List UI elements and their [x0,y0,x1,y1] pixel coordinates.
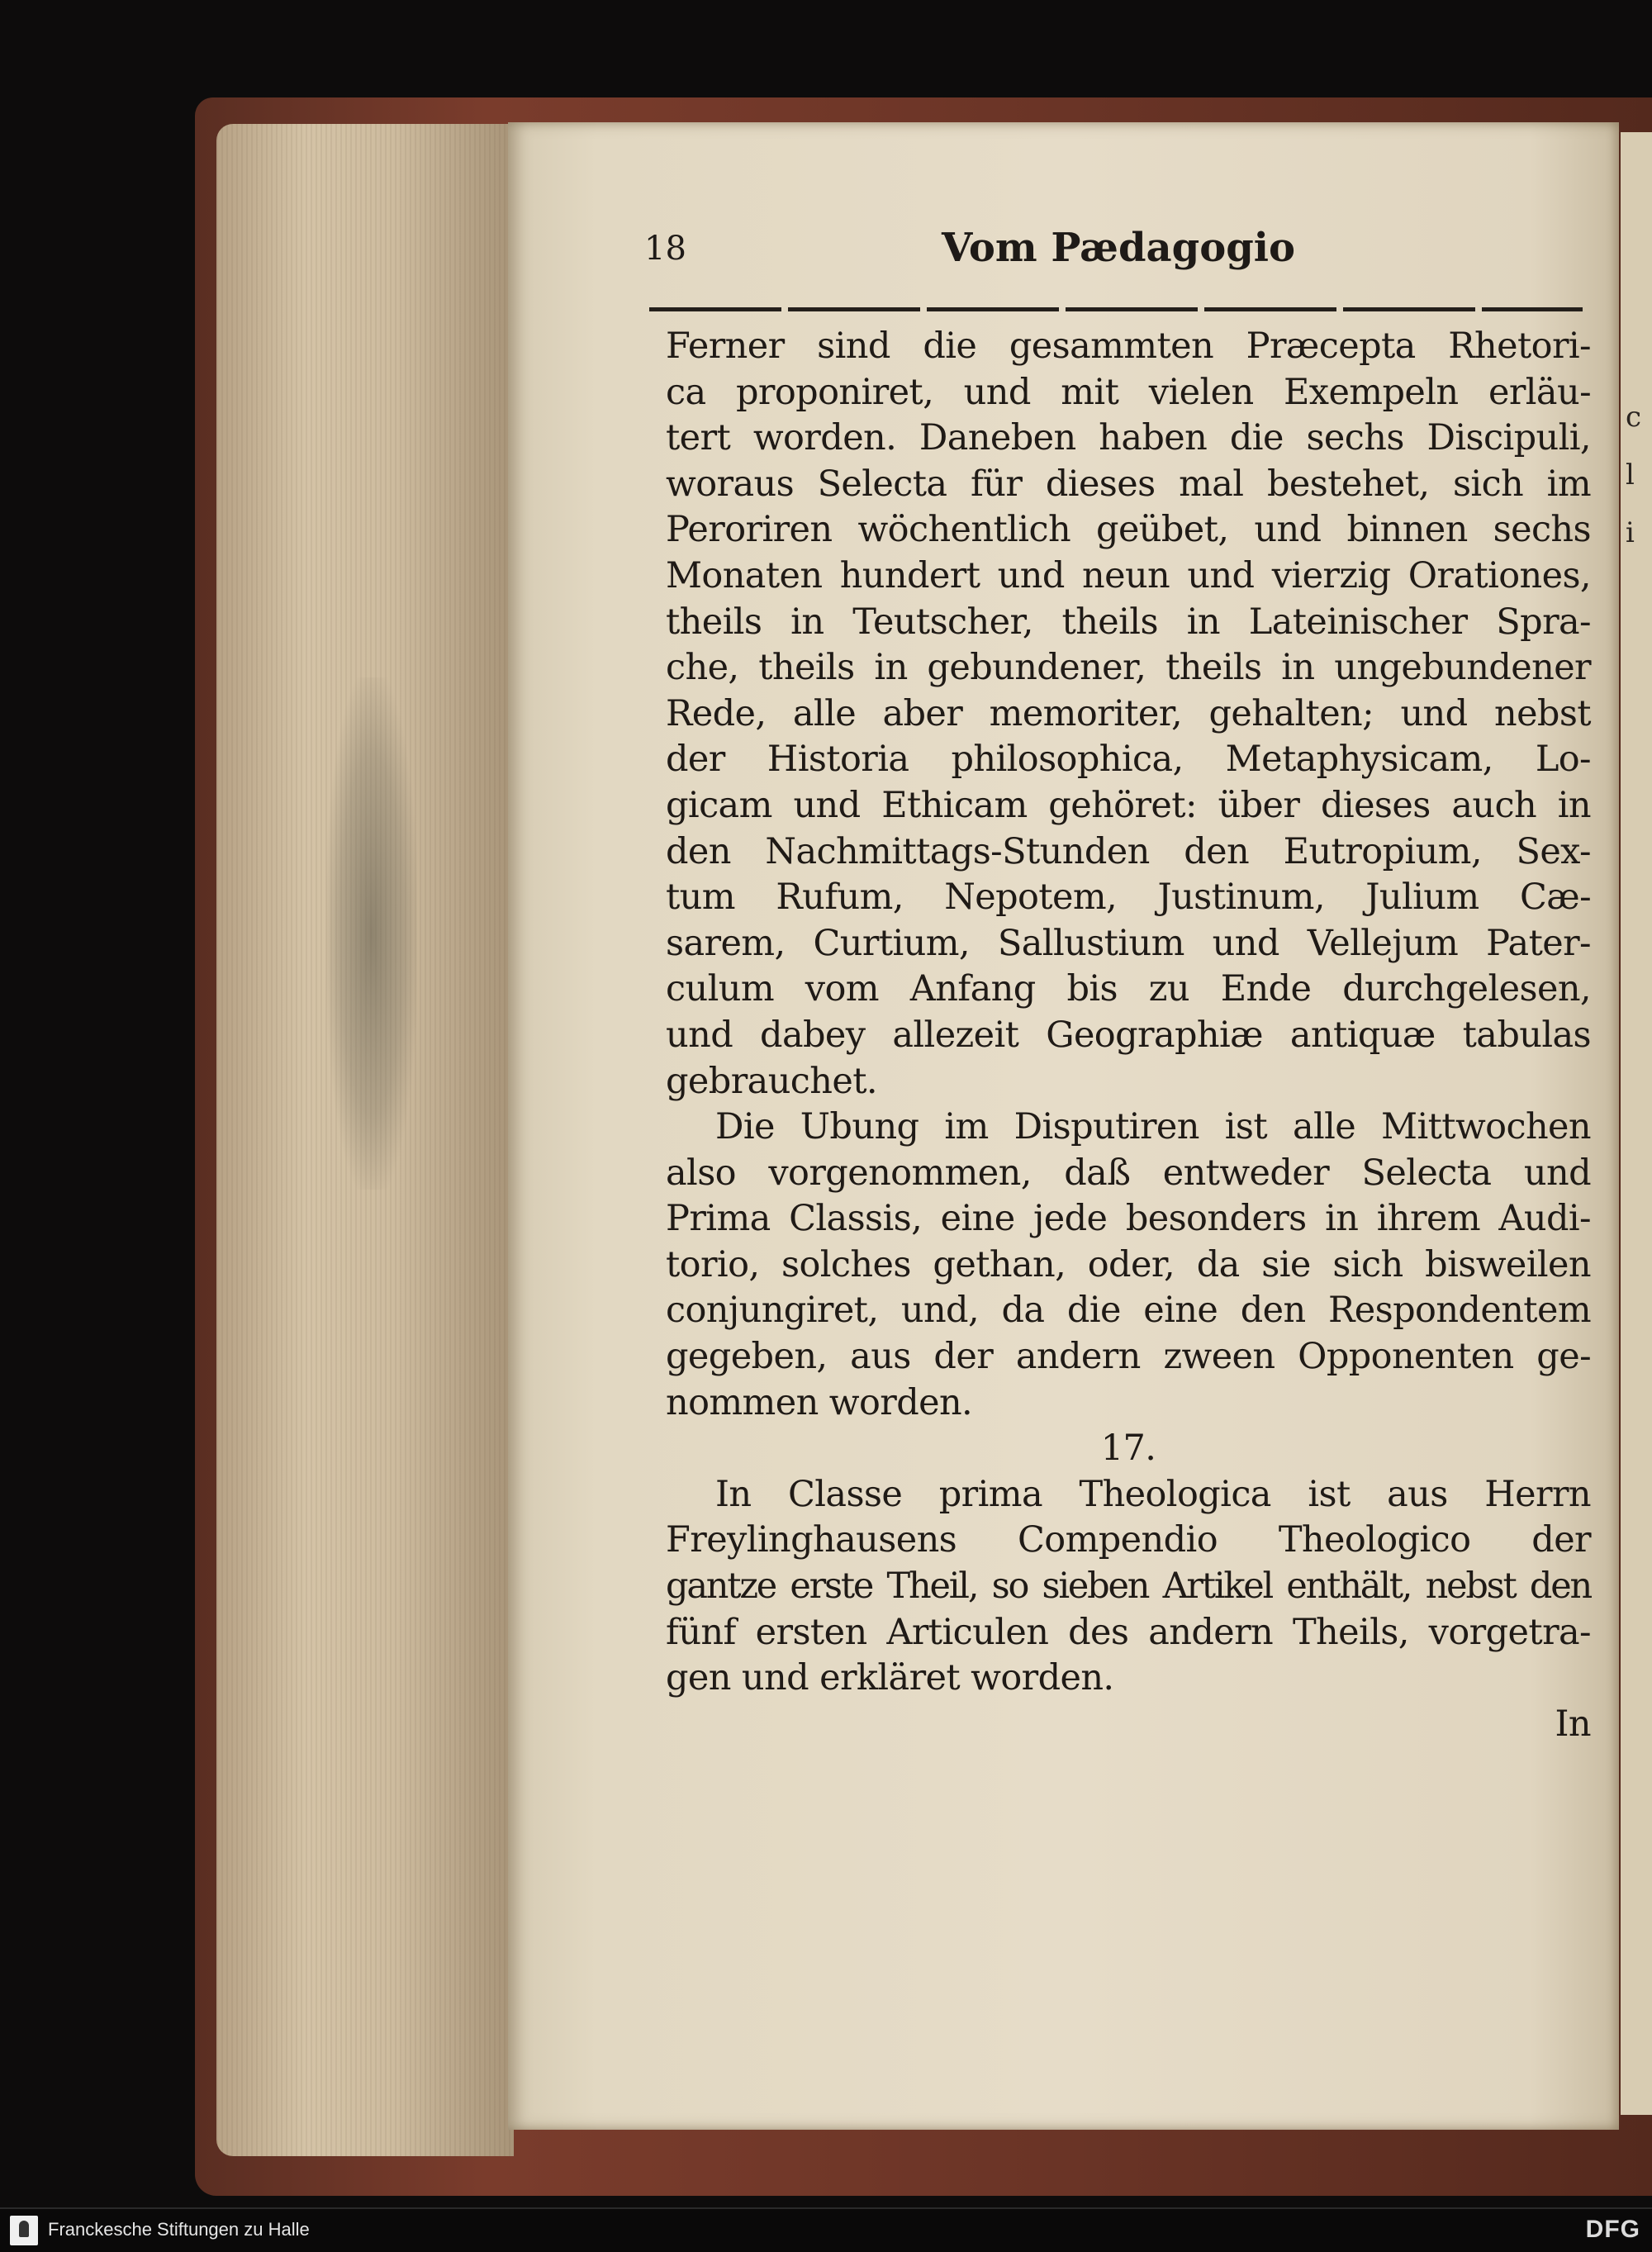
institution-logo-icon [10,2216,38,2245]
text-line: fünf ersten Articulen des andern Theils, vorgetra- [666,1611,1591,1653]
running-head: Vom Pædagogio [942,225,1296,271]
catchword: In [1555,1703,1591,1745]
text-line: conjungiret, und, da die eine den Respondentem [666,1290,1591,1332]
text-line: che, theils in gebundener, theils in ungebundener [666,647,1591,689]
text-line: nommen worden. [666,1381,973,1423]
text-line: gen und erkläret worden. [666,1657,1114,1699]
text-line: gebrauchet. [666,1060,877,1102]
text-line: Freylinghausens Compendio Theologico der [666,1519,1591,1561]
fragment-letter: l [1626,458,1635,492]
text-line: Ferner sind die gesammten Præcepta Rhetori- [666,325,1591,367]
section-number: 17. [1100,1428,1156,1470]
text-line: culum vom Anfang bis zu Ende durchgelesen, [666,968,1591,1010]
text-line: tum Rufum, Nepotem, Justinum, Julium Cæ- [666,877,1591,919]
institution-name: Franckesche Stiftungen zu Halle [48,2219,310,2240]
page-number: 18 [644,230,686,268]
text-line: Monaten hundert und neun und vierzig Orationes, [666,554,1591,596]
text-line: gicam und Ethicam gehöret: über dieses auch in [666,784,1591,826]
text-line: sarem, Curtium, Sallustium und Vellejum Pater- [666,922,1591,964]
text-line: Peroriren wöchentlich geübet, und binnen sechs [666,509,1591,551]
fragment-letter: i [1626,516,1635,549]
text-line: der Historia philosophica, Metaphysicam, Lo- [666,739,1591,781]
text-line: Rede, alle aber memoriter, gehalten; und nebst [666,692,1591,734]
text-line: Prima Classis, eine jede besonders in ihrem Audi- [666,1198,1591,1240]
text-line: tert worden. Daneben haben die sechs Discipuli, [666,417,1591,459]
body-text [666,324,1591,1747]
facing-page-fragment [1626,388,1650,562]
text-line: den Nachmittags-Stunden den Eutropium, Sex- [666,830,1591,872]
text-line: gegeben, aus der andern zween Opponenten ge- [666,1336,1591,1378]
text-line: theils in Teutscher, theils in Lateinischer Spra- [666,601,1591,643]
water-stain [326,677,417,1190]
dfg-logo: DFG [1585,2216,1640,2243]
catchword-line [666,1702,1591,1748]
text-line: Die Ubung im Disputiren ist alle Mittwochen [715,1106,1591,1148]
text-line: gantze erste Theil, so sieben Artikel enthält, nebst den [666,1565,1591,1608]
text-line: und dabey allezeit Geographiæ antiquæ tabulas [666,1014,1591,1056]
text-line: torio, solches gethan, oder, da sie sich bisweilen [666,1243,1591,1285]
header-rule [649,307,1583,311]
fragment-letter: c [1626,401,1642,434]
page-header [644,225,1594,287]
text-line: woraus Selecta für dieses mal bestehet, sich im [666,463,1591,505]
text-line: In Classe prima Theologica ist aus Herrn [715,1473,1591,1515]
text-line: ca proponiret, und mit vielen Exempeln erläu- [666,371,1591,413]
viewer-footer [0,2207,1652,2252]
text-line: also vorgenommen, daß entweder Selecta und [666,1152,1591,1194]
